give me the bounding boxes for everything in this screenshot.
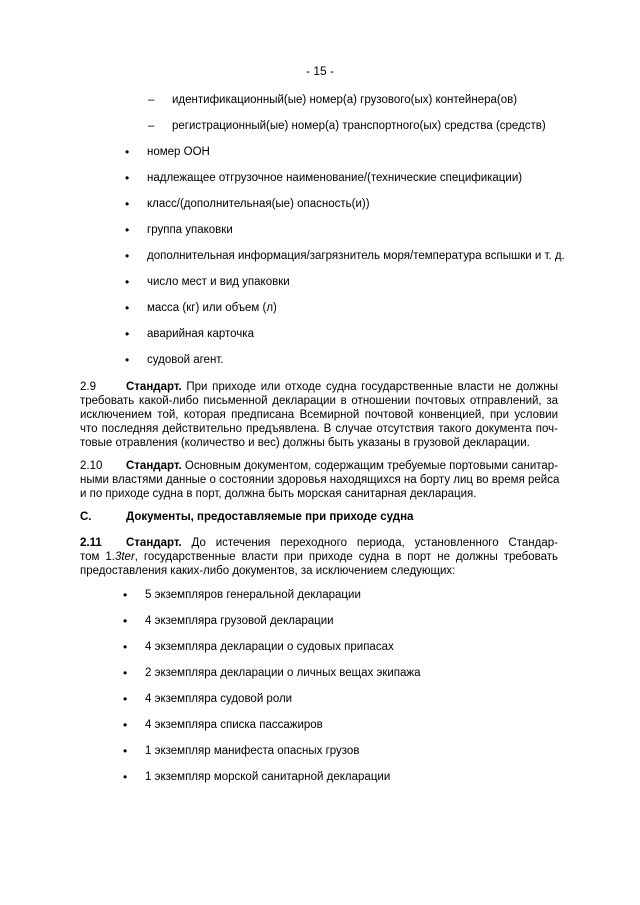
bullet-marker: •	[125, 171, 130, 185]
bullet-item-text: номер ООН	[147, 146, 210, 158]
bullet-marker: •	[123, 770, 128, 784]
bullet-marker: •	[123, 744, 128, 758]
bullet-item-text: 4 экземпляра грузовой декларации	[145, 615, 334, 627]
paragraph-text: , государственные власти при приходе судна в порт не должны требовать	[134, 551, 558, 563]
standard-label: Стандарт.	[126, 460, 182, 472]
section-letter: C.	[80, 511, 92, 523]
paragraph-text: том 1.	[80, 551, 115, 563]
dash-marker: –	[148, 120, 155, 132]
paragraph-line: предоставления каких-либо документов, за исключением следующих:	[80, 565, 456, 577]
paragraph-number: 2.10	[80, 460, 103, 472]
bullet-item-text: 1 экземпляр манифеста опасных грузов	[145, 745, 360, 757]
paragraph-2-11	[80, 536, 558, 578]
paragraph-line	[80, 550, 558, 564]
bullet-item-text: судовой агент.	[147, 354, 224, 366]
bullet-marker: •	[123, 718, 128, 732]
bullet-marker: •	[123, 692, 128, 706]
paragraph-line: исключением той, которая предписана Всемирной почтовой конвенцией, при условии	[80, 409, 558, 421]
dash-item-text: регистрационный(ые) номер(а) транспортного(ых) средства (средств)	[172, 120, 546, 132]
dash-item-text: идентификационный(ые) номер(а) грузового(ых) контейнера(ов)	[172, 94, 518, 106]
paragraph-text: Основным документом, содержащим требуемые портовыми санитар-	[184, 460, 559, 472]
section-heading	[80, 510, 558, 524]
bullet-marker: •	[123, 614, 128, 628]
bullet-marker: •	[125, 145, 130, 159]
paragraph-line	[80, 380, 558, 394]
bullet-item-text: 2 экземпляра декларации о личных вещах экипажа	[145, 667, 421, 679]
bullet-marker: •	[125, 197, 130, 211]
bullet-marker: •	[123, 588, 128, 602]
paragraph-number: 2.9	[80, 381, 96, 393]
standard-label: Стандарт.	[126, 381, 182, 393]
bullet-item-text: 4 экземпляра судовой роли	[145, 693, 293, 705]
paragraph-line: товые отравления (количество и вес) должны быть указаны в грузовой декларации.	[80, 437, 530, 449]
bullet-item-text: масса (кг) или объем (л)	[147, 302, 277, 314]
paragraph-line: ными властями данные о состоянии здоровья находящихся на борту лиц во время рейса	[80, 474, 560, 486]
page-number: - 15 -	[305, 64, 334, 78]
paragraph-line	[80, 536, 558, 550]
paragraph-line: и по приходе судна в порт, должна быть морская санитарная декларация.	[80, 488, 477, 500]
bullet-item-text: группа упаковки	[147, 224, 233, 236]
bullet-item-text: аварийная карточка	[147, 328, 254, 340]
bullet-marker: •	[125, 353, 130, 367]
bullet-marker: •	[125, 301, 130, 315]
paragraph-2-9	[80, 380, 558, 450]
bullet-item-text: 4 экземпляра списка пассажиров	[145, 719, 323, 731]
paragraph-line: что последняя действительно предъявлена. В случае отсутствия такого документа поч-	[80, 423, 558, 435]
paragraph-2-10	[80, 459, 558, 501]
bullet-item-text: 4 экземпляра декларации о судовых припасах	[145, 641, 394, 653]
standard-label: Стандарт.	[126, 537, 182, 549]
bullet-item-text: дополнительная информация/загрязнитель моря/температура вспышки и т. д.	[147, 250, 565, 262]
bullet-marker: •	[125, 275, 130, 289]
bullet-item-text: 1 экземпляр морской санитарной декларации	[145, 771, 391, 783]
bullet-item-text: надлежащее отгрузочное наименование/(технические спецификации)	[147, 172, 523, 184]
bullet-item-text: класс/(дополнительная(ые) опасность(и))	[147, 198, 370, 210]
bullet-item-text: число мест и вид упаковки	[147, 276, 290, 288]
paragraph-number: 2.11	[80, 537, 102, 549]
paragraph-line: требовать какой-либо письменной декларации в отношении почтовых отправлений, за	[80, 395, 558, 407]
bullet-marker: •	[123, 666, 128, 680]
paragraph-line	[80, 459, 558, 473]
section-title: Документы, предоставляемые при приходе судна	[126, 511, 414, 523]
bullet-item-text: 5 экземпляров генеральной декларации	[145, 589, 361, 601]
bullet-marker: •	[123, 640, 128, 654]
paragraph-text: До истечения переходного периода, установленного Стандар-	[191, 537, 558, 549]
dash-marker: –	[148, 94, 155, 106]
bullet-marker: •	[125, 249, 130, 263]
bullet-marker: •	[125, 327, 130, 341]
bullet-marker: •	[125, 223, 130, 237]
paragraph-text: При приходе или отходе судна государственные власти не должны	[186, 381, 558, 393]
paragraph-italic-text: 3ter	[114, 551, 135, 563]
